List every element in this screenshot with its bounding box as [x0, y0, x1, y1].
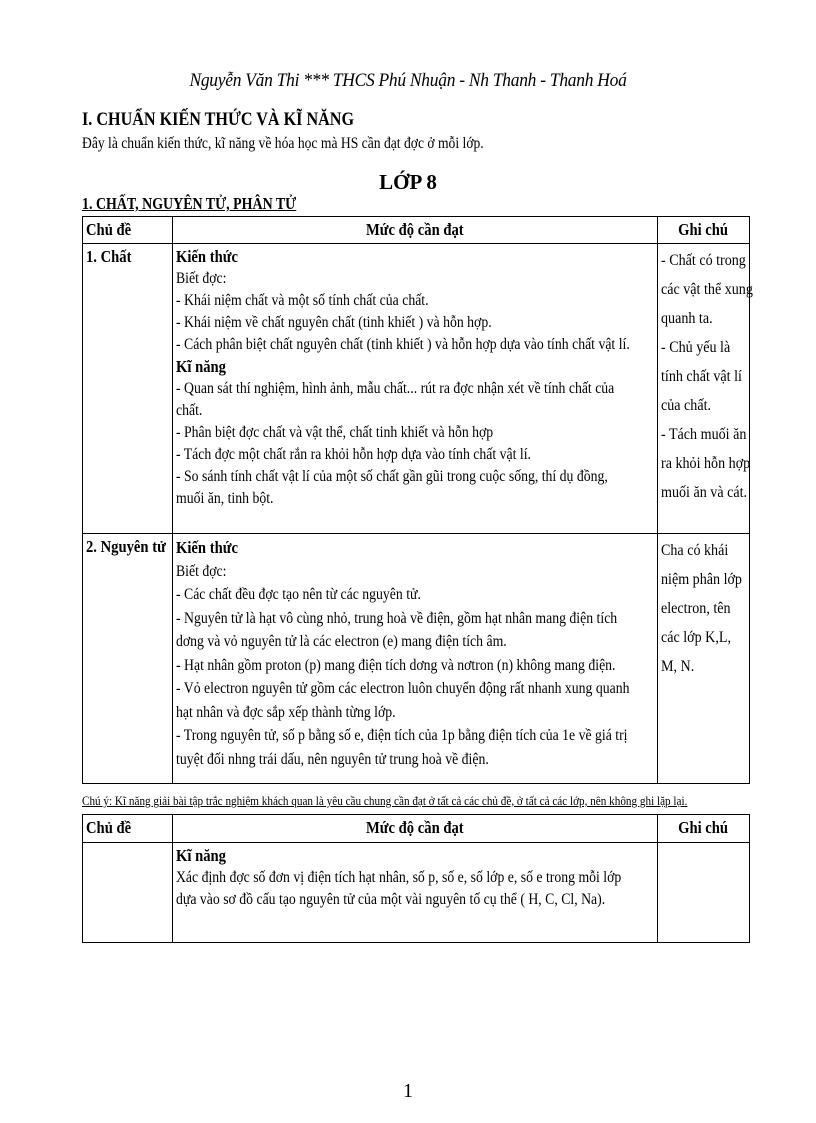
text-line: - Hạt nhân gồm proton (p) mang điện tích dơng và nơtron (n) không mang điện.: [176, 656, 616, 674]
note-line: - Tách muối ăn: [661, 426, 747, 443]
skill-label: Kĩ năng: [176, 357, 226, 376]
text-line: - Khái niệm về chất nguyên chất (tinh khiết ) và hỗn hợp.: [176, 314, 492, 331]
page-number: 1: [403, 1080, 413, 1102]
note-line: electron, tên: [661, 600, 731, 617]
text-line: muối ăn, tinh bột.: [176, 490, 274, 507]
note-line: của chất.: [661, 397, 712, 414]
note-line: quanh ta.: [661, 310, 713, 327]
topic-cell: 1. Chất: [83, 244, 173, 534]
knowledge-label: Kiến thức: [176, 247, 238, 266]
section-title: I. CHUẨN KIẾN THỨC VÀ KĨ NĂNG: [82, 109, 355, 130]
text-line: Biết đợc:: [176, 562, 227, 580]
text-line: - Các chất đều đợc tạo nên từ các nguyên tử.: [176, 586, 421, 603]
note-cell: [658, 843, 750, 943]
note-line: các lớp K,L,: [661, 629, 732, 646]
level-cell: [173, 534, 658, 784]
note-line: tính chất vật lí: [661, 368, 742, 385]
col-header-note: Ghi chú: [658, 217, 750, 244]
table-row: [83, 843, 750, 943]
knowledge-label: Kiến thức: [176, 538, 238, 557]
text-line: - So sánh tính chất vật lí của một số chất gần gũi trong cuộc sống, thí dụ đồng,: [176, 468, 608, 485]
text-line: - Tách đợc một chất rắn ra khỏi hỗn hợp dựa vào tính chất vật lí.: [176, 446, 531, 463]
topic-cell: [83, 843, 173, 943]
level-cell: [173, 843, 658, 943]
intro-text: Đây là chuẩn kiến thức, kĩ năng về hóa học mà HS cần đạt đợc ở mỗi lớp.: [82, 135, 484, 152]
text-line: dơng và vỏ nguyên tử là các electron (e) mang điện tích âm.: [176, 633, 507, 650]
note-line: Cha có khái: [661, 542, 729, 559]
text-line: Biết đợc:: [176, 270, 227, 287]
standards-table: [82, 216, 753, 784]
subsection-title: 1. CHẤT, NGUYÊN TỬ, PHÂN TỬ: [82, 194, 297, 213]
text-line: dựa vào sơ đồ cấu tạo nguyên tử của một vài nguyên tố cụ thể ( H, C, Cl, Na).: [176, 891, 606, 908]
level-cell: [173, 244, 658, 534]
text-line: - Phân biệt đợc chất và vật thể, chất tinh khiết và hỗn hợp: [176, 424, 494, 441]
table-row: [83, 534, 750, 784]
note-line: muối ăn và cát.: [661, 484, 748, 501]
text-line: chất.: [176, 402, 203, 419]
text-line: Xác định đợc số đơn vị điện tích hạt nhân, số p, số e, số lớp e, số e trong mỗi lớp: [176, 869, 622, 886]
note-line: - Chủ yếu là: [661, 339, 731, 356]
col-header-topic: Chủ đề: [83, 217, 173, 244]
table-row: [83, 244, 750, 534]
col-header-note: Ghi chú: [658, 815, 750, 843]
note-line: niệm phân lớp: [661, 571, 742, 588]
text-line: - Nguyên tử là hạt vô cùng nhỏ, trung hoà về điện, gồm hạt nhân mang điện tích: [176, 609, 618, 627]
text-line: - Khái niệm chất và một số tính chất của chất.: [176, 292, 429, 309]
note-line: ra khỏi hỗn hợp: [661, 455, 751, 472]
text-line: - Quan sát thí nghiệm, hình ảnh, mẫu chất... rút ra đợc nhận xét về tính chất của: [176, 380, 615, 397]
col-header-level: Mức độ cần đạt: [173, 815, 658, 843]
text-line: hạt nhân và đợc sắp xếp thành từng lớp.: [176, 703, 396, 721]
grade-title: LỚP 8: [379, 170, 437, 194]
page-header: Nguyễn Văn Thi *** THCS Phú Nhuận - Nh Thanh - Thanh Hoá: [189, 70, 627, 91]
skill-label: Kĩ năng: [176, 846, 226, 865]
text-line: - Vỏ electron nguyên tử gồm các electron luôn chuyển động rất nhanh xung quanh: [176, 680, 630, 697]
note-cell: [658, 534, 750, 784]
note-line: các vật thể xung: [661, 281, 753, 298]
note-line: - Chất có trong: [661, 252, 746, 269]
col-header-level: Mức độ cần đạt: [173, 217, 658, 244]
col-header-topic: Chủ đề: [83, 815, 173, 843]
text-line: - Trong nguyên tử, số p bằng số e, điện tích của 1p bằng điện tích của 1e về giá trị: [176, 727, 628, 744]
note-cell: [658, 244, 753, 534]
standards-table-continued: [82, 814, 750, 943]
topic-cell: 2. Nguyên tử: [83, 534, 173, 784]
text-line: tuyệt đối nhng trái dấu, nên nguyên tử trung hoà về điện.: [176, 750, 489, 768]
footnote: Chú ý: Kĩ năng giải bài tập trắc nghiệm khách quan là yêu cầu chung cần đạt ở tất cả các chủ đề, ở tất cả các lớp, nên không ghi lặp lại.: [82, 793, 688, 808]
note-line: M, N.: [661, 658, 695, 675]
text-line: - Cách phân biệt chất nguyên chất (tinh khiết ) và hỗn hợp dựa vào tính chất vật lí.: [176, 336, 630, 353]
